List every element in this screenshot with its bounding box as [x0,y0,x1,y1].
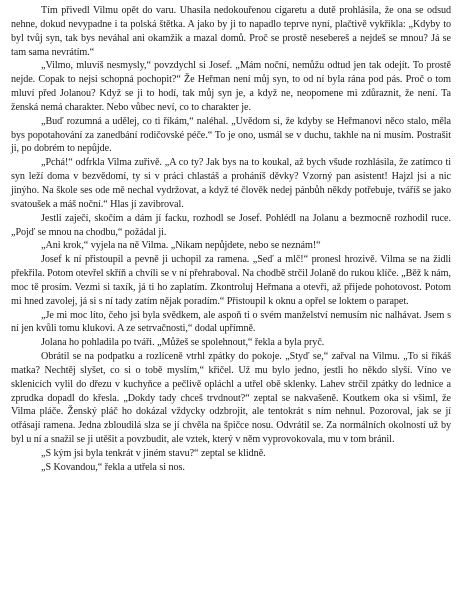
paragraph: „Ani krok,“ vyjela na ně Vilma. „Nikam nepůjdete, nebo se neznám!“ [41,240,321,252]
paragraph: „Vilmo, mluvíš nesmysly,“ povzdychl si Josef. „Mám noční, nemůžu odtud jen tak odejít. To prostě nejde. Copak to nejsi schopná pochopit?“ Že Heřman není můj syn, to od ní byla rána pod pás. Proč o tom mluví před Jolanou? Když se ji to hodí, tak můj syn je, a když ne, neopomene mi zdůraznit, že není. Ta ženská nemá charakter. Nebo vůbec neví, co to charakter je. [11,60,451,113]
paragraph: Tím přivedl Vilmu opět do varu. Uhasila nedokouřenou cigaretu a dutě prohlásila, že ona se odsud nehne, dokud nevypadne i ta polská štětka. A jako by ji to napadlo teprve nyní, plačtivě vykřikla: „Kdyby to byl tvůj syn, tak bys neváhal ani okamžik a mazal domů. Proč se prostě nesebereš a nejdeš se mnou? Já se tam sama nevrátím.“ [11,5,451,58]
paragraph: „S kým jsi byla tenkrát v jiném stavu?“ zeptal se klidně. [41,448,266,459]
paragraph: Obrátil se na podpatku a rozlíceně vtrhl zpátky do pokoje. „Styď se,“ zařval na Vilmu. „To si říkáš matka? Nechtěj slyšet, co si o tobě myslím,“ křičel. Už mu bylo jedno, jestli ho někdo slyší. Víno ve sklenicích vylil do dřezu v kuchyňce a pečlivě opláchl a utřel obě sklenky. Lahev strčil zpátky do lednice a zprudka dopadl do křesla. „Dokdy tady chceš trvdnout?“ zeptal se nakvašeně. Koutkem oka si všiml, že Vilma pláče. Ženský pláč ho dokázal vždycky odzbrojit, ale tentokrát s ním nehnul. Pozoroval, jak se jí otřásají ramena. Jedna zbloudilá slza se jí chvěla na špičce nosu. Odvrátil se. Za normálních okolností už by byl u ní a snažil se ji utěšit a povzbudit, ale vztek, který v něm vyprovokovala, mu v tom bránil. [11,351,451,446]
paragraph: „Pchá!“ odfrkla Vilma zuřivě. „A co ty? Jak bys na to koukal, až bych všude rozhlásila, že zatímco ti syn leží doma v bezvědomí, ty si v práci chlastáš a proháníš děvky? Vzorný pan asistent! Hajzl jsi a nic jinýho. Na škole ses ode mě nechal vydržovat, a když té člověk nedej pánbůh někdy potřebuje, tváříš se jako svatoušek a máš noční.“ Hlas jí zavibroval. [11,157,451,210]
paragraph: „S Kovandou,“ řekla a utřela si nos. [41,461,185,473]
paragraph: „Je mi moc líto, čeho jsi byla svědkem, ale aspoň ti o svém manželství nemusím nic nalhávat. Jsem s ní jen kvůli tomu klukovi. A ze setrvačnosti,“ dodal upřímně. [11,309,451,335]
paragraph: Jolana ho pohladila po tváři. „Můžeš se spolehnout,“ řekla a byla pryč. [41,337,325,349]
paragraph: Josef k ní přistoupil a pevně ji uchopil za ramena. „Seď a mlč!“ pronesl hrozivě. Vilma se na židli překřila. Potom otevřel skříň a chvíli se v ní přehraboval. Na chodbě strčil Jolaně do rukou klíče. „Běž k nám, moc tě prosím. Vezmi si taxík, já ti ho zaplatím. Zkontroluj Heřmana a otevři, až přijede pohotovost. Potom mi hned zavolej, já si s ní tady zatím nějak poradím.“ Přistoupil k oknu a opřel se loktem o parapet. [11,254,451,307]
paragraph: Jestli zaječí, skočím a dám jí facku, rozhodl se Josef. Pohlédl na Jolanu a bezmocně rozhodil ruce. „Pojď se mnou na chodbu,“ požádal ji. [11,212,451,238]
paragraph: „Buď rozumná a udělej, co ti říkám,“ naléhal. „Uvědom si, že kdyby se Heřmanovi něco stalo, měla bys popotahování za zanedbání rodičovské péče.“ To je ono, usmál se v duchu, takhle na ni musím. Postrašit ji, po dobrém to nepůjde. [11,115,451,155]
